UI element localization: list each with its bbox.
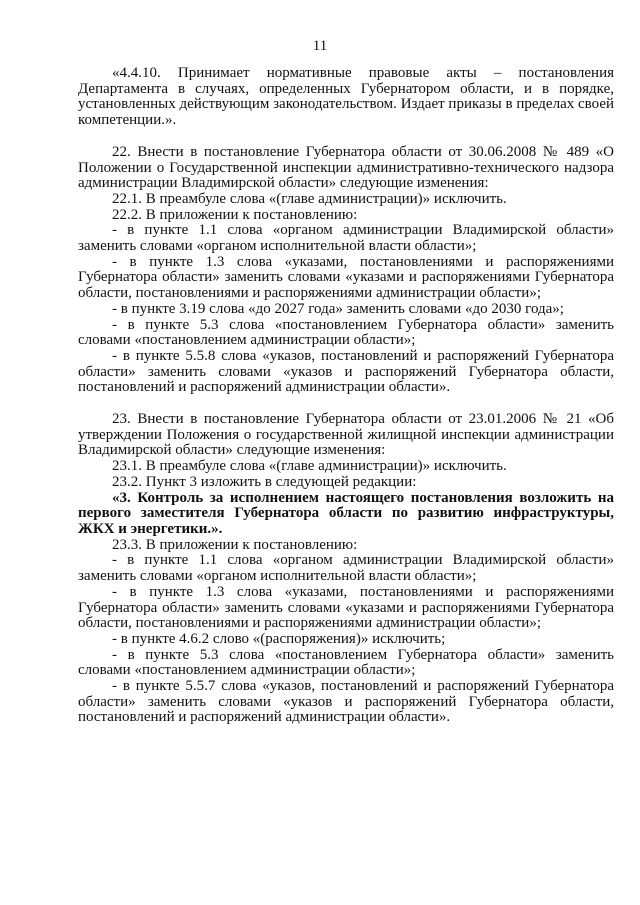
page-number: 11 <box>312 38 328 54</box>
paragraph-23-3: 23.3. В приложении к постановлению: <box>112 536 358 553</box>
list-item-23-3-a: - в пункте 1.1 слова «органом администрации Владимирской области» заменить словами «органом исполнительной власти области»; <box>78 552 614 585</box>
document-body <box>78 66 614 726</box>
paragraph-22-2: 22.2. В приложении к постановлению: <box>112 206 358 223</box>
paragraph-23-1: 23.1. В преамбуле слова «(главе администрации)» исключить. <box>112 458 507 475</box>
paragraph-22: 22. Внести в постановление Губернатора области от 30.06.2008 № 489 «О Положении о Государственной инспекции административно-технического надзора администрации Владимирской области» следующие изменения: <box>78 143 614 192</box>
paragraph-23-2-text: «3. Контроль за исполнением настоящего постановления возложить на первого заместителя Губернатора области по развитию инфраструктуры, ЖКХ и энергетики.». <box>78 489 614 537</box>
paragraph-23: 23. Внести в постановление Губернатора области от 23.01.2006 № 21 «Об утверждении Положения о государственной жилищной инспекции администрации Владимирской области» следующие изменения: <box>78 411 614 459</box>
list-item-22-2-b: - в пункте 1.3 слова «указами, постановлениями и распоряжениями Губернатора области» заменить словами «указами и распоряжениями Губернатора области, постановлениями и распоряжениями администрации области»; <box>78 253 614 302</box>
list-item-23-3-c: - в пункте 4.6.2 слово «(распоряжения)» исключить; <box>112 630 446 647</box>
list-item-22-2-c: - в пункте 3.19 слова «до 2027 года» заменить словами «до 2030 года»; <box>112 300 564 317</box>
list-item-22-2-e: - в пункте 5.5.8 слова «указов, постановлений и распоряжений Губернатора области» заменить словами «указов и распоряжений Губернатора области, постановлений и распоряжений администрации области». <box>78 347 614 396</box>
list-item-22-2-a: - в пункте 1.1 слова «органом администрации Владимирской области» заменить словами «органом исполнительной власти области»; <box>78 222 614 255</box>
paragraph-23-2: 23.2. Пункт 3 изложить в следующей редакции: <box>112 473 417 490</box>
list-item-23-3-e: - в пункте 5.5.7 слова «указов, постановлений и распоряжений Губернатора области» заменить словами «указов и распоряжений Губернатора области, постановлений и распоряжений администрации области». <box>78 678 614 726</box>
paragraph-22-1: 22.1. В преамбуле слова «(главе администрации)» исключить. <box>112 190 507 207</box>
paragraph-4-4-10: «4.4.10. Принимает нормативные правовые акты – постановления Департамента в случаях, определенных Губернатором области, и в порядке, установленных действующим законодательством. Издает приказы в пределах своей компетенции.». <box>78 65 614 129</box>
list-item-23-3-b: - в пункте 1.3 слова «указами, постановлениями и распоряжениями Губернатора области» заменить словами «указами и распоряжениями Губернатора области, постановлениями и распоряжениями администрации области»; <box>78 583 614 632</box>
list-item-22-2-d: - в пункте 5.3 слова «постановлением Губернатора области» заменить словами «постановлением администрации области»; <box>78 316 614 349</box>
list-item-23-3-d: - в пункте 5.3 слова «постановлением Губернатора области» заменить словами «постановлением администрации области»; <box>78 646 614 679</box>
